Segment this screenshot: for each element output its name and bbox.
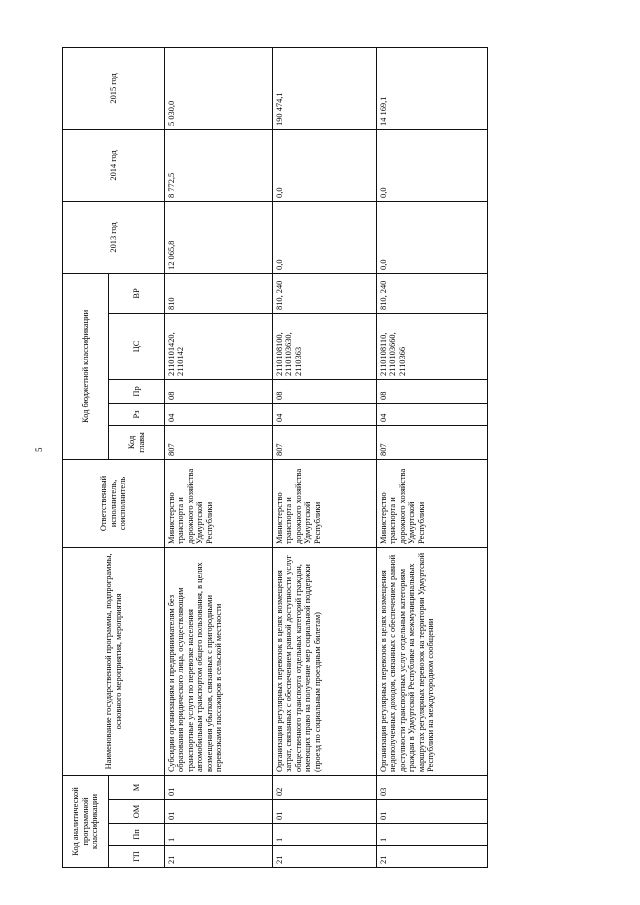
year-2013-cell: 0,0 — [377, 201, 488, 273]
year-2015-cell: 5 030,0 — [165, 47, 273, 129]
vr-header: ВР — [109, 273, 165, 313]
name-cell: Организация регулярных перевозок в целях возмещения недополученных доходов, связанных с обеспечением равной доступности транспортных услуг отдельным категориям граждан в Удмуртской Республике на межмуниципальных маршрутах регулярных перевозок на территории Удмуртской Республики на междугородном сообщении — [377, 547, 488, 775]
program-code-group-header: Код аналитической программной классификации — [63, 775, 109, 867]
year-2015-header: 2015 год — [63, 47, 165, 129]
executor-header: Ответственный исполнитель, соисполнитель — [63, 459, 165, 547]
name-cell: Организация регулярных перевозок в целях возмещения затрат, связанных с обеспечением равной доступности услуг общественного транспорта отдельных категорий граждан, имеющих право на получение мер социальной поддержки (проезд по социальным проездным билетам) — [273, 547, 377, 775]
vr-cell: 810, 240 — [273, 273, 377, 313]
om-cell: 01 — [377, 800, 488, 824]
table-row — [273, 47, 377, 867]
table-row — [377, 47, 488, 867]
rotated-page-content — [62, 58, 487, 868]
name-header: Наименование государственной программы, подпрограммы, основного мероприятия, мероприятия — [63, 547, 165, 775]
year-2015-cell: 14 169,1 — [377, 47, 488, 129]
year-2013-cell: 0,0 — [273, 201, 377, 273]
year-2015-cell: 190 474,1 — [273, 47, 377, 129]
pr-cell: 08 — [165, 379, 273, 403]
table-row — [165, 47, 273, 867]
vr-cell: 810 — [165, 273, 273, 313]
cs-cell: 2110108100, 2110103630, 2110363 — [273, 313, 377, 379]
year-2013-cell: 12 065,8 — [165, 201, 273, 273]
gp-header: ГП — [109, 846, 165, 868]
om-header: ОМ — [109, 800, 165, 824]
year-2014-cell: 0,0 — [377, 129, 488, 201]
rz-cell: 04 — [165, 403, 273, 425]
gp-cell: 21 — [377, 846, 488, 868]
chief-code-cell: 807 — [165, 425, 273, 459]
page-number: 5 — [34, 447, 44, 452]
pp-header: Пп — [109, 824, 165, 846]
om-cell: 01 — [273, 800, 377, 824]
om-cell: 01 — [165, 800, 273, 824]
m-cell: 01 — [165, 775, 273, 799]
executor-cell: Министерство транспорта и дорожного хозяйства Удмуртской Республики — [165, 459, 273, 547]
pp-cell: 1 — [165, 824, 273, 846]
cs-header: ЦС — [109, 313, 165, 379]
vr-cell: 810, 240 — [377, 273, 488, 313]
gp-cell: 21 — [273, 846, 377, 868]
rz-cell: 04 — [377, 403, 488, 425]
pp-cell: 1 — [377, 824, 488, 846]
name-cell: Субсидии организациям и предпринимателям без образования юридического лица, осуществляющим транспортные услуги по перевозке населения автомобильным транспортом общего пользования, в целях возмещения убытков, связанных с пригородными перевозками пассажиров в сельской местности — [165, 547, 273, 775]
year-2014-cell: 8 772,5 — [165, 129, 273, 201]
pr-cell: 08 — [377, 379, 488, 403]
gp-cell: 21 — [165, 846, 273, 868]
chief-code-header: Код главы — [109, 425, 165, 459]
pr-cell: 08 — [273, 379, 377, 403]
year-2014-header: 2014 год — [63, 129, 165, 201]
m-cell: 03 — [377, 775, 488, 799]
budget-code-group-header: Код бюджетной классификации — [63, 273, 109, 459]
chief-code-cell: 807 — [273, 425, 377, 459]
rz-header: Рз — [109, 403, 165, 425]
rz-cell: 04 — [273, 403, 377, 425]
program-table — [62, 47, 488, 868]
year-2013-header: 2013 год — [63, 201, 165, 273]
chief-code-cell: 807 — [377, 425, 488, 459]
cs-cell: 2110108110, 2110103660, 2110366 — [377, 313, 488, 379]
cs-cell: 2110101420, 2110142 — [165, 313, 273, 379]
year-2014-cell: 0,0 — [273, 129, 377, 201]
pp-cell: 1 — [273, 824, 377, 846]
executor-cell: Министерство транспорта и дорожного хозяйства Удмуртской Республики — [273, 459, 377, 547]
pr-header: Пр — [109, 379, 165, 403]
m-header: М — [109, 775, 165, 799]
m-cell: 02 — [273, 775, 377, 799]
executor-cell: Министерство транспорта и дорожного хозяйства Удмуртской Республики — [377, 459, 488, 547]
